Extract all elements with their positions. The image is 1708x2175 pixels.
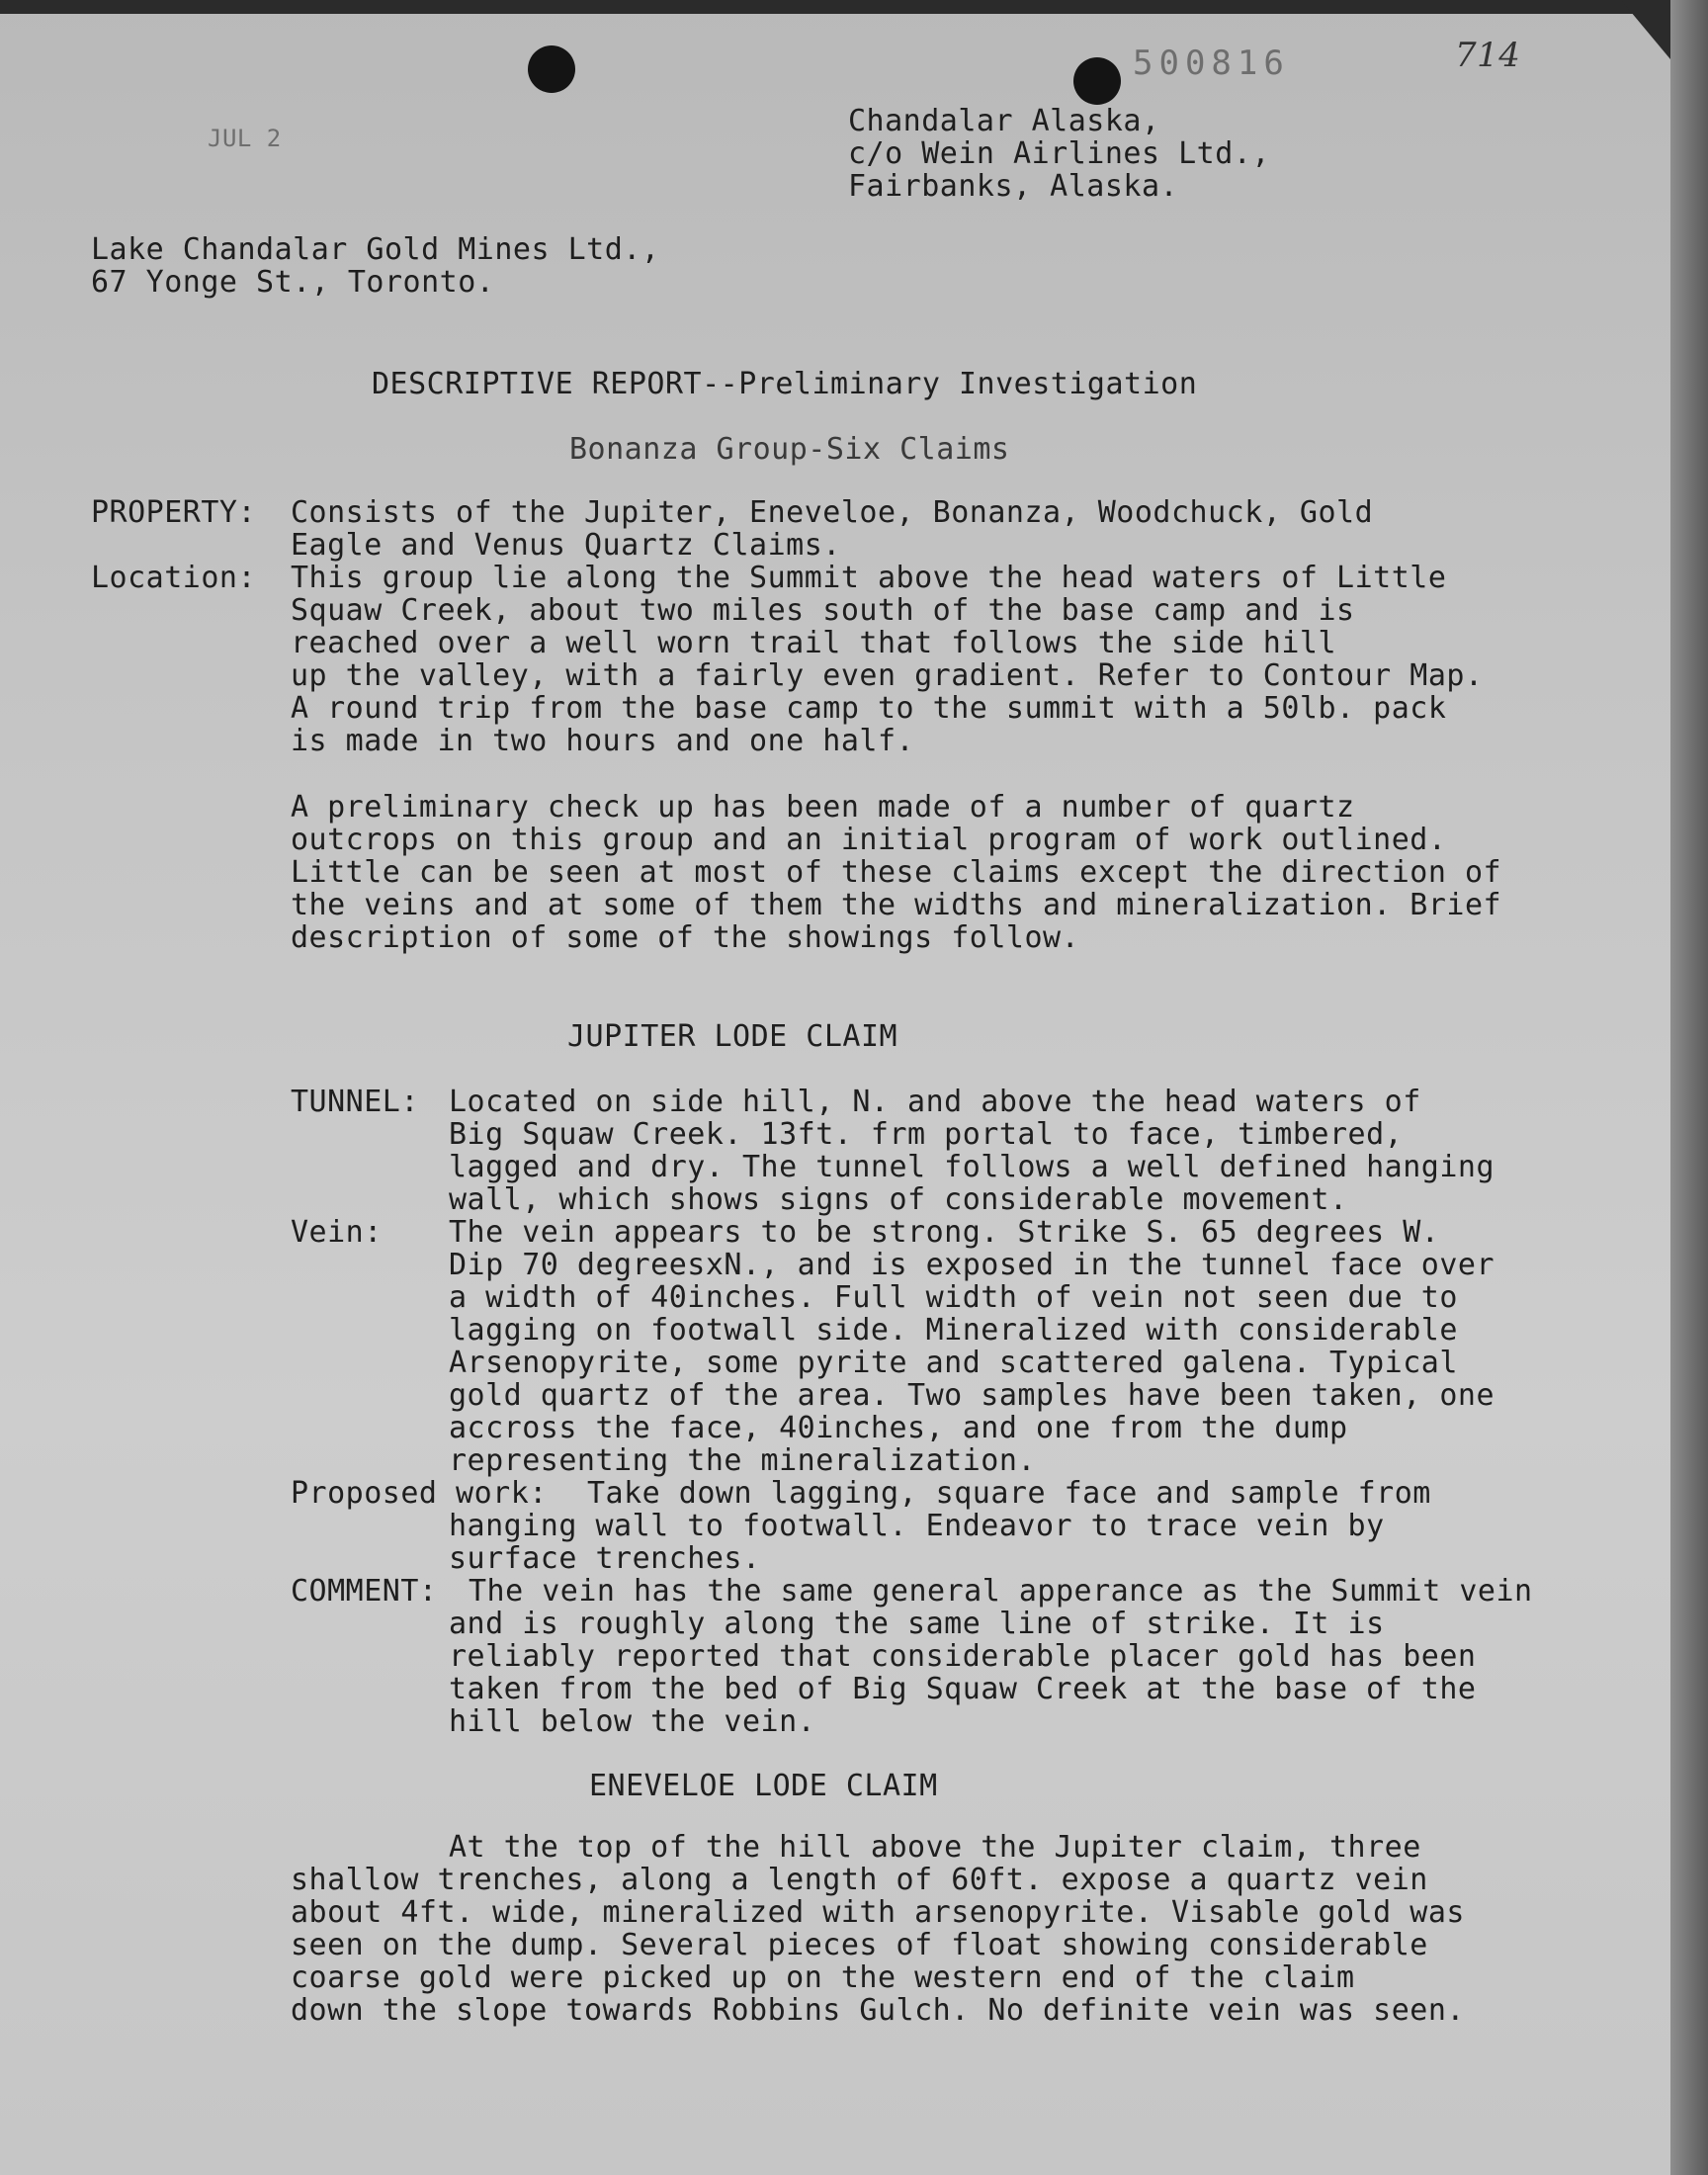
text-line: coarse gold were picked up on the western end of the claim — [291, 1960, 1355, 1995]
text-line: accross the face, 40inches, and one from the dump — [449, 1411, 1348, 1445]
text-line: a width of 40inches. Full width of vein not seen due to — [449, 1280, 1458, 1315]
eneveloe-first-line: At the top of the hill above the Jupiter claim, three — [449, 1830, 1421, 1865]
text-line: Consists of the Jupiter, Eneveloe, Bonanza, Woodchuck, Gold — [291, 495, 1374, 530]
text-line: Squaw Creek, about two miles south of the base camp and is — [291, 593, 1355, 628]
address-line: Fairbanks, Alaska. — [848, 169, 1179, 204]
text-line: surface trenches. — [449, 1541, 761, 1576]
text-line: outcrops on this group and an initial program of work outlined. — [291, 823, 1447, 857]
text-line: about 4ft. wide, mineralized with arsenopyrite. Visable gold was — [291, 1895, 1465, 1930]
proposed-work-label: Proposed work: — [291, 1476, 548, 1511]
text-line: Big Squaw Creek. 13ft. frm portal to face, timbered, — [449, 1117, 1404, 1152]
tunnel-text — [449, 1086, 1494, 1216]
text-line: A preliminary check up has been made of a number of quartz — [291, 790, 1355, 825]
text-line: This group lie along the Summit above the head waters of Little — [291, 561, 1447, 595]
eneveloe-text — [291, 1864, 1465, 2027]
text-line: taken from the bed of Big Squaw Creek at the base of the — [449, 1672, 1477, 1706]
vein-text — [449, 1216, 1494, 1477]
sender-address — [848, 105, 1270, 203]
text-line: Little can be seen at most of these claims except the direction of — [291, 855, 1502, 890]
tunnel-label: TUNNEL: — [291, 1085, 419, 1119]
recipient-address — [91, 233, 659, 299]
text-line: down the slope towards Robbins Gulch. No definite vein was seen. — [291, 1993, 1465, 2028]
jupiter-heading: JUPITER LODE CLAIM — [567, 1019, 898, 1054]
text-line: A round trip from the base camp to the summit with a 50lb. pack — [291, 691, 1447, 726]
text-line: gold quartz of the area. Two samples have been taken, one — [449, 1378, 1495, 1413]
text-line: lagged and dry. The tunnel follows a well defined hanging — [449, 1150, 1495, 1184]
handwritten-page-number: 714 — [1455, 36, 1521, 75]
document-number: 500816 — [1133, 44, 1290, 83]
page-shadow-edge — [1670, 0, 1708, 2175]
text-line: reliably reported that considerable placer gold has been — [449, 1639, 1477, 1674]
text-line: Dip 70 degreesxN., and is exposed in the tunnel face over — [449, 1248, 1495, 1282]
text-line: reached over a well worn trail that follows the side hill — [291, 626, 1337, 660]
text-line: hanging wall to footwall. Endeavor to trace vein by — [449, 1509, 1385, 1543]
address-line: Chandalar Alaska, — [848, 104, 1160, 138]
property-text — [291, 496, 1373, 562]
comment-label: COMMENT: — [291, 1574, 438, 1609]
text-line: The vein appears to be strong. Strike S. 65 degrees W. — [449, 1215, 1440, 1250]
proposed-work-text — [449, 1510, 1385, 1575]
text-line: Located on side hill, N. and above the head waters of — [449, 1085, 1421, 1119]
text-line: hill below the vein. — [449, 1704, 816, 1739]
punch-hole-right — [1073, 57, 1121, 105]
text-line: up the valley, with a fairly even gradient. Refer to Contour Map. — [291, 658, 1484, 693]
text-line: wall, which shows signs of considerable movement. — [449, 1182, 1348, 1217]
intro-paragraph — [291, 791, 1501, 954]
text-line: and is roughly along the same line of strike. It is — [449, 1607, 1385, 1641]
address-line: c/o Wein Airlines Ltd., — [848, 136, 1270, 171]
location-text — [291, 562, 1484, 757]
report-subtitle: Bonanza Group-Six Claims — [569, 432, 1010, 467]
text-line: the veins and at some of them the widths and mineralization. Brief — [291, 888, 1502, 922]
text-line: seen on the dump. Several pieces of float showing considerable — [291, 1928, 1428, 1962]
text-line: shallow trenches, along a length of 60ft. expose a quartz vein — [291, 1863, 1428, 1897]
text-line: Arsenopyrite, some pyrite and scattered galena. Typical — [449, 1346, 1458, 1380]
property-label: PROPERTY: — [91, 495, 257, 530]
punch-hole-left — [528, 45, 575, 93]
text-line: representing the mineralization. — [449, 1443, 1036, 1478]
recipient-line: 67 Yonge St., Toronto. — [91, 265, 495, 300]
text-line: lagging on footwall side. Mineralized with considerable — [449, 1313, 1458, 1348]
folded-corner-icon — [1621, 0, 1670, 59]
location-label: Location: — [91, 561, 257, 595]
comment-first-line: The vein has the same general apperance as the Summit vein — [469, 1574, 1533, 1609]
text-line: Eagle and Venus Quartz Claims. — [291, 528, 841, 563]
vein-label: Vein: — [291, 1215, 383, 1250]
recipient-line: Lake Chandalar Gold Mines Ltd., — [91, 232, 660, 267]
text-line: is made in two hours and one half. — [291, 724, 915, 758]
eneveloe-heading: ENEVELOE LODE CLAIM — [589, 1769, 938, 1803]
comment-text — [449, 1608, 1476, 1738]
date-stamp: JUL 2 — [208, 125, 282, 152]
report-title: DESCRIPTIVE REPORT--Preliminary Investigation — [372, 367, 1198, 401]
page-top-edge — [0, 0, 1670, 14]
text-line: description of some of the showings follow. — [291, 920, 1080, 955]
proposed-work-first-line: Take down lagging, square face and sample from — [587, 1476, 1431, 1511]
